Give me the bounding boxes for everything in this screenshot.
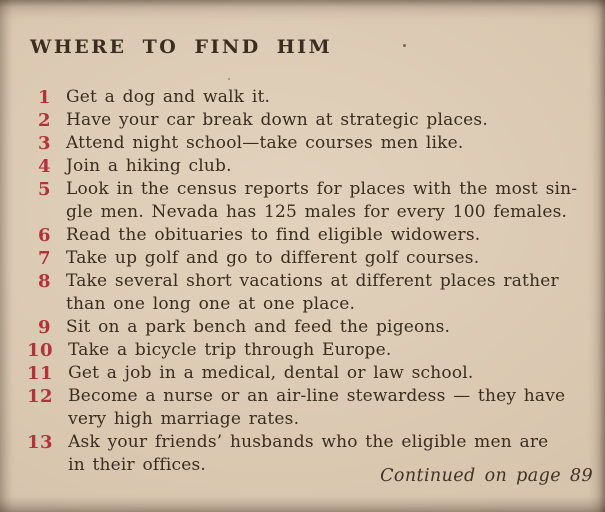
item-text: [66, 270, 559, 316]
item-number: 10: [27, 340, 54, 361]
item-line: Sit on a park bench and feed the pigeons.: [66, 317, 451, 337]
list-item: [27, 385, 591, 431]
item-line: Attend night school—take courses men like.: [66, 133, 464, 153]
item-text: [66, 178, 577, 224]
item-text: [66, 316, 450, 339]
list-item: [27, 224, 591, 247]
item-text: [66, 247, 479, 270]
list-item: [27, 316, 591, 339]
item-text: [66, 86, 270, 109]
item-number: 7: [37, 248, 51, 269]
item-line: Look in the census reports for places with the most sin-: [66, 179, 578, 199]
item-text: [66, 109, 488, 132]
item-number: 9: [37, 317, 51, 338]
item-line: Take several short vacations at different places rather: [66, 271, 559, 291]
item-text: [66, 155, 232, 178]
item-line: very high marriage rates.: [68, 409, 300, 429]
list-item: [27, 247, 591, 270]
list-item: [27, 86, 591, 109]
item-line: Become a nurse or an air-line stewardess — they have: [68, 386, 566, 406]
item-line: Read the obituaries to find eligible widowers.: [66, 225, 481, 245]
item-number: 8: [37, 271, 51, 292]
item-number: 13: [27, 432, 54, 453]
item-number: 6: [37, 225, 51, 246]
item-line: Get a job in a medical, dental or law school.: [68, 363, 474, 383]
item-line: gle men. Nevada has 125 males for every 100 females.: [66, 202, 568, 222]
list-item: [27, 362, 591, 385]
item-text: [68, 339, 391, 362]
item-number: 2: [37, 110, 51, 131]
item-line: Take up golf and go to different golf courses.: [66, 248, 480, 268]
list-item: [27, 270, 591, 316]
list-item: [27, 109, 591, 132]
tips-list: [27, 86, 591, 477]
list-item: [27, 155, 591, 178]
item-number: 5: [37, 179, 51, 200]
item-line: than one long one at one place.: [66, 294, 356, 314]
item-line: Get a dog and walk it.: [66, 87, 271, 107]
item-line: Have your car break down at strategic places.: [66, 110, 488, 130]
list-item: [27, 339, 591, 362]
item-number: 12: [27, 386, 54, 407]
item-text: [66, 224, 480, 247]
item-text: [68, 385, 565, 431]
item-number: 11: [27, 363, 54, 384]
item-number: 3: [37, 133, 51, 154]
item-line: Join a hiking club.: [66, 156, 232, 176]
dust-speck: [403, 44, 406, 47]
item-line: Take a bicycle trip through Europe.: [68, 340, 392, 360]
item-number: 1: [37, 87, 51, 108]
list-item: [27, 132, 591, 155]
page-title: WHERE TO FIND HIM: [30, 36, 333, 58]
item-line: Ask your friends’ husbands who the eligible men are: [68, 432, 549, 452]
continued-note: Continued on page 89: [380, 466, 593, 486]
list-item: [27, 178, 591, 224]
item-text: [68, 362, 473, 385]
dust-speck: [228, 78, 230, 80]
item-number: 4: [37, 156, 51, 177]
item-text: [66, 132, 464, 155]
item-line: in their offices.: [68, 455, 207, 475]
